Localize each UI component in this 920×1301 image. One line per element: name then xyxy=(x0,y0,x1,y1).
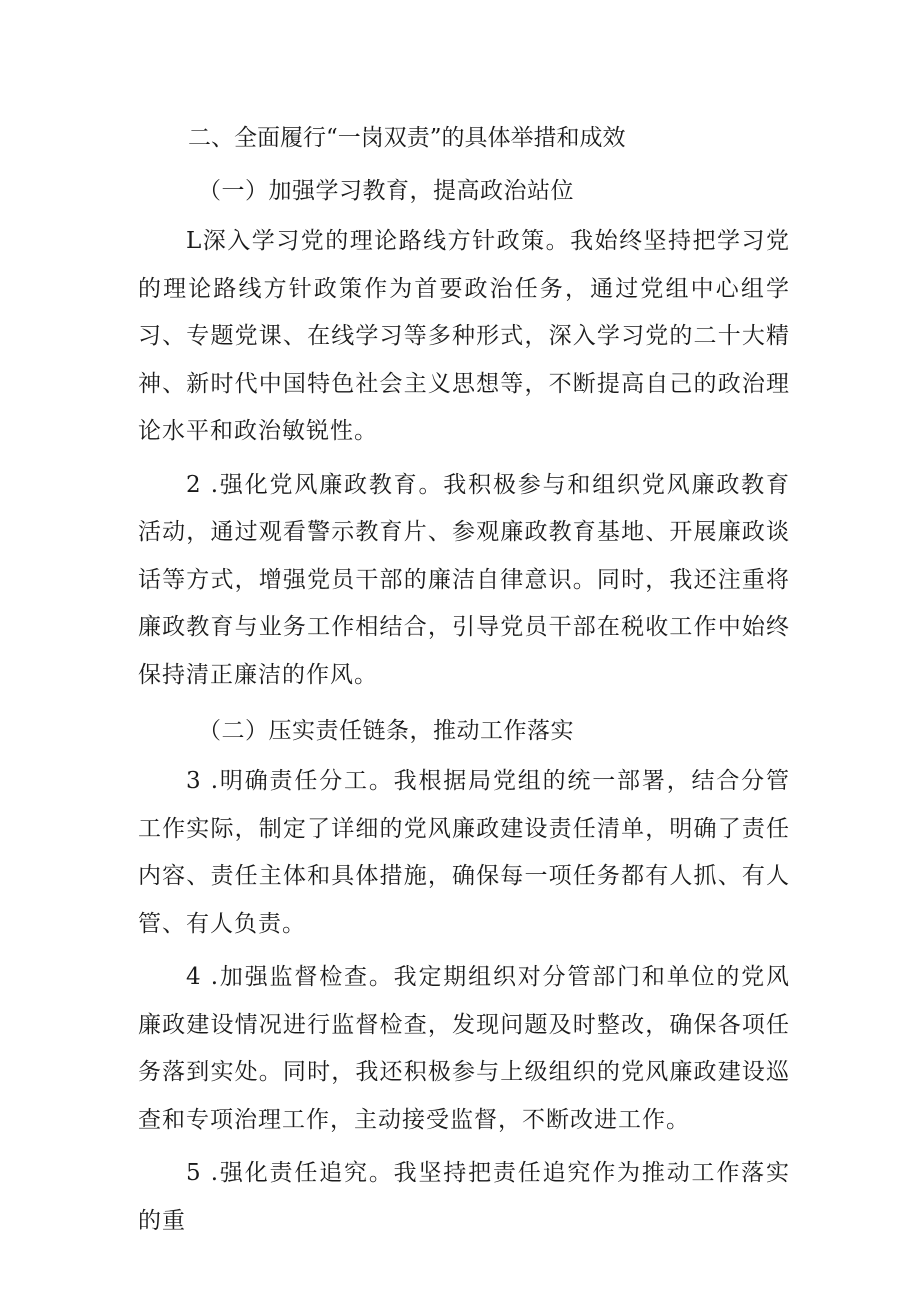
paragraph-3: 3 .明确责任分工。我根据局党组的统一部署，结合分管工作实际，制定了详细的党风廉政建设责任清单，明确了责任内容、责任主体和具体措施，确保每一项任务都有人抓、有人管、有人负责。 xyxy=(138,768,790,937)
paragraph-5: 5 .强化责任追究。我坚持把责任追究作为推动工作落实的重 xyxy=(138,1160,790,1234)
paragraph-4: 4 .加强监督检查。我定期组织对分管部门和单位的党风廉政建设情况进行监督检查，发现问题及时整改，确保各项任务落到实处。同时，我还积极参与上级组织的党风廉政建设巡查和专项治理工作，主动接受监督，不断改进工作。 xyxy=(138,964,790,1133)
paragraph-2: 2 .强化党风廉政教育。我积极参与和组织党风廉政教育活动，通过观看警示教育片、参观廉政教育基地、开展廉政谈话等方式，增强党员干部的廉洁自律意识。同时，我还注重将廉政教育与业务工作相结合，引导党员干部在税收工作中始终保持清正廉洁的作风。 xyxy=(138,471,790,688)
section-heading-2: 二、全面履行“一岗双责”的具体举措和成效 xyxy=(188,125,626,151)
subsection-heading-1: （一）加强学习教育，提高政治站位 xyxy=(198,178,574,204)
paragraph-1: L深入学习党的理论路线方针政策。我始终坚持把学习党的理论路线方针政策作为首要政治任务，通过党组中心组学习、专题党课、在线学习等多种形式，深入学习党的二十大精神、新时代中国特色社会主义思想等，不断提高自己的政治理论水平和政治敏锐性。 xyxy=(138,228,790,444)
document-body xyxy=(138,112,790,1245)
subsection-heading-2: （二）压实责任链条，推动工作落实 xyxy=(198,718,574,744)
